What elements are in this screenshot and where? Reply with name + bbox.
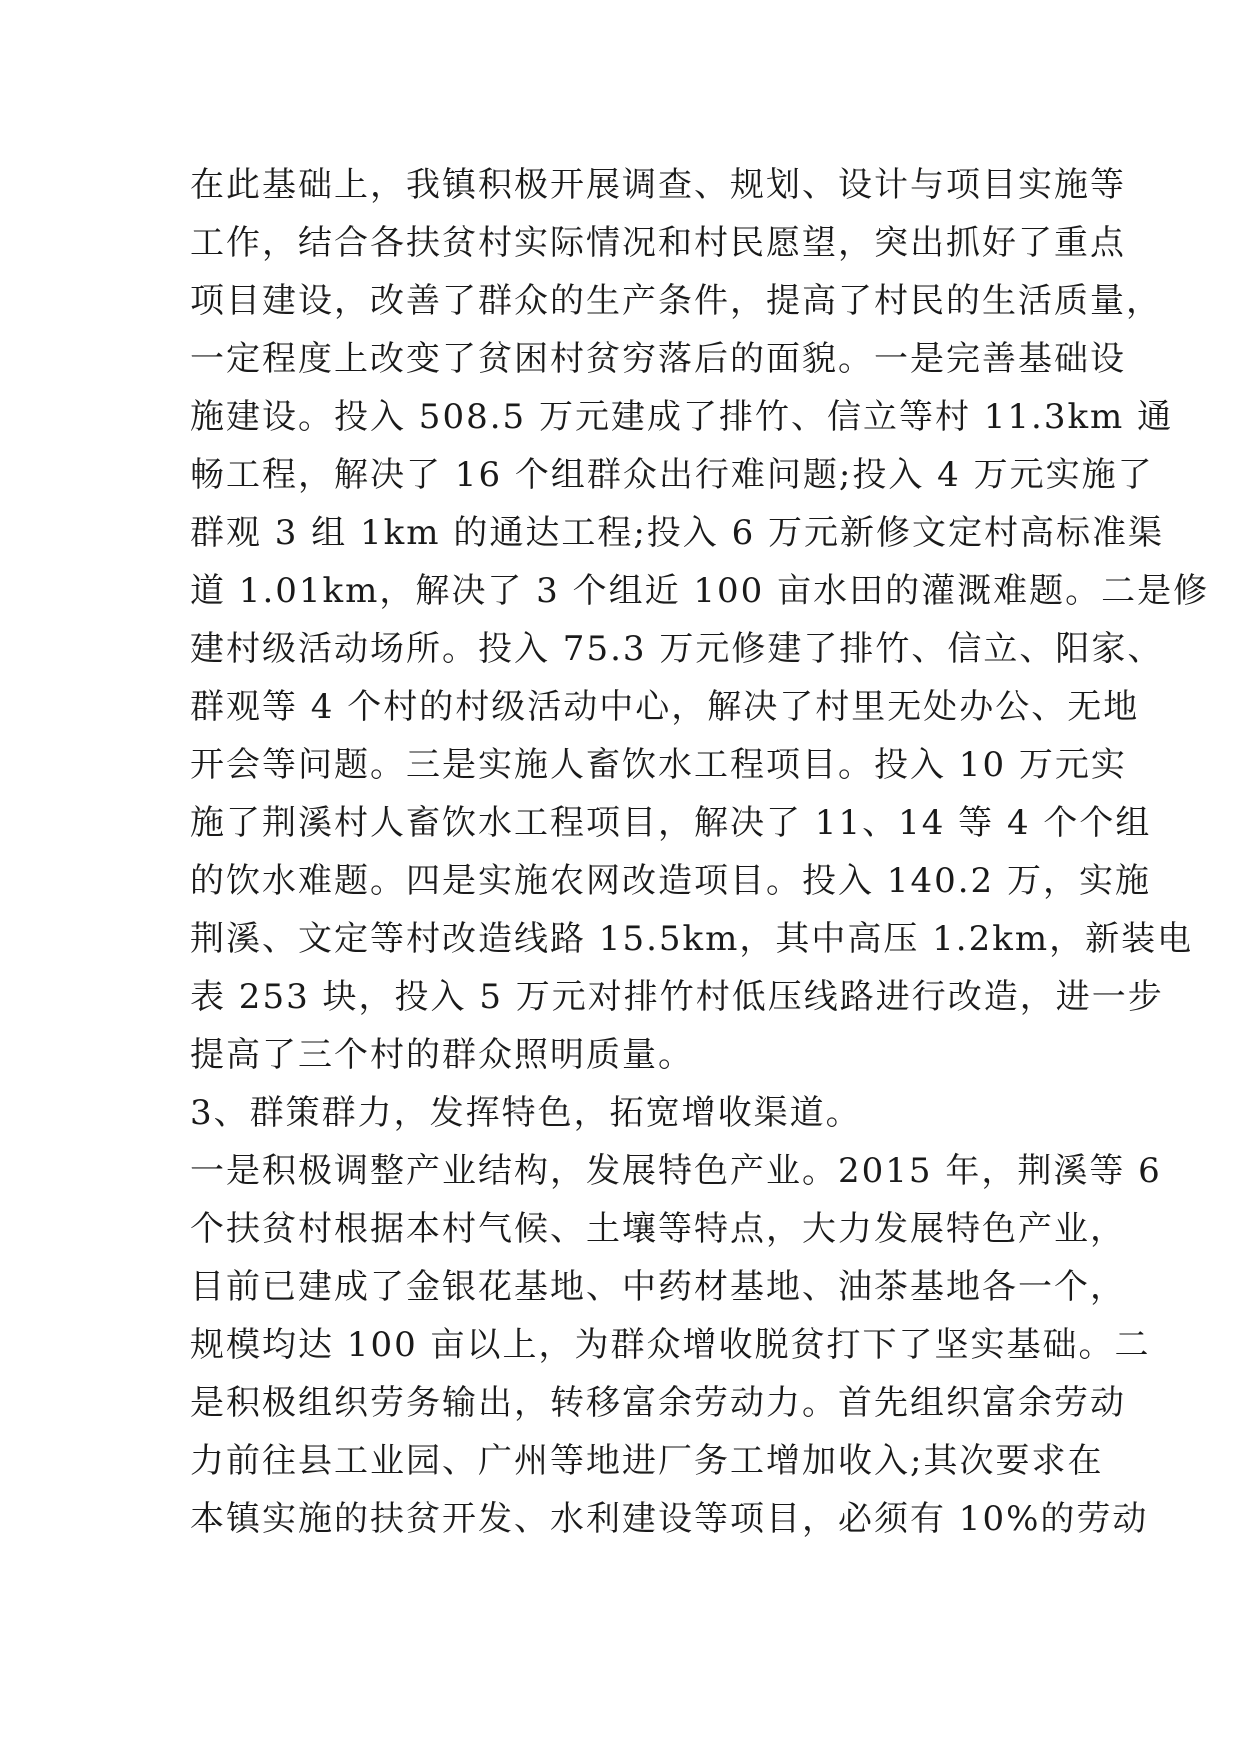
text-line: 表 253 块，投入 5 万元对排竹村低压线路进行改造，进一步 <box>190 977 1164 1017</box>
text-line: 一是积极调整产业结构，发展特色产业。2015 年，荆溪等 6 <box>190 1151 1162 1191</box>
text-line: 提高了三个村的群众照明质量。 <box>190 1035 694 1075</box>
body-text <box>190 156 1210 1548</box>
text-line: 施建设。投入 508.5 万元建成了排竹、信立等村 11.3km 通 <box>190 397 1174 437</box>
text-line: 建村级活动场所。投入 75.3 万元修建了排竹、信立、阳家、 <box>190 629 1164 669</box>
section-heading: 3、群策群力，发挥特色，拓宽增收渠道。 <box>190 1093 862 1133</box>
text-line: 畅工程，解决了 16 个组群众出行难问题;投入 4 万元实施了 <box>190 455 1154 495</box>
text-line: 项目建设，改善了群众的生产条件，提高了村民的生活质量， <box>190 281 1162 321</box>
text-line: 力前往县工业园、广州等地进厂务工增加收入;其次要求在 <box>190 1441 1104 1481</box>
text-line: 本镇实施的扶贫开发、水利建设等项目，必须有 10%的劳动 <box>190 1499 1149 1539</box>
text-line: 群观等 4 个村的村级活动中心，解决了村里无处办公、无地 <box>190 687 1140 727</box>
text-line: 群观 3 组 1km 的通达工程;投入 6 万元新修文定村高标准渠 <box>190 513 1165 553</box>
text-line: 规模均达 100 亩以上，为群众增收脱贫打下了坚实基础。二 <box>190 1325 1151 1365</box>
text-line: 施了荆溪村人畜饮水工程项目，解决了 11、14 等 4 个个组 <box>190 803 1152 843</box>
text-line: 道 1.01km，解决了 3 个组近 100 亩水田的灌溉难题。二是修 <box>190 571 1210 611</box>
text-line: 是积极组织劳务输出，转移富余劳动力。首先组织富余劳动 <box>190 1383 1126 1423</box>
text-line: 开会等问题。三是实施人畜饮水工程项目。投入 10 万元实 <box>190 745 1127 785</box>
text-line: 一定程度上改变了贫困村贫穷落后的面貌。一是完善基础设 <box>190 339 1126 379</box>
text-line: 在此基础上，我镇积极开展调查、规划、设计与项目实施等 <box>190 165 1126 205</box>
text-line: 工作，结合各扶贫村实际情况和村民愿望，突出抓好了重点 <box>190 223 1126 263</box>
text-line: 的饮水难题。四是实施农网改造项目。投入 140.2 万，实施 <box>190 861 1151 901</box>
text-line: 荆溪、文定等村改造线路 15.5km，其中高压 1.2km，新装电 <box>190 919 1194 959</box>
text-line: 个扶贫村根据本村气候、土壤等特点，大力发展特色产业， <box>190 1209 1126 1249</box>
text-line: 目前已建成了金银花基地、中药材基地、油茶基地各一个， <box>190 1267 1126 1307</box>
